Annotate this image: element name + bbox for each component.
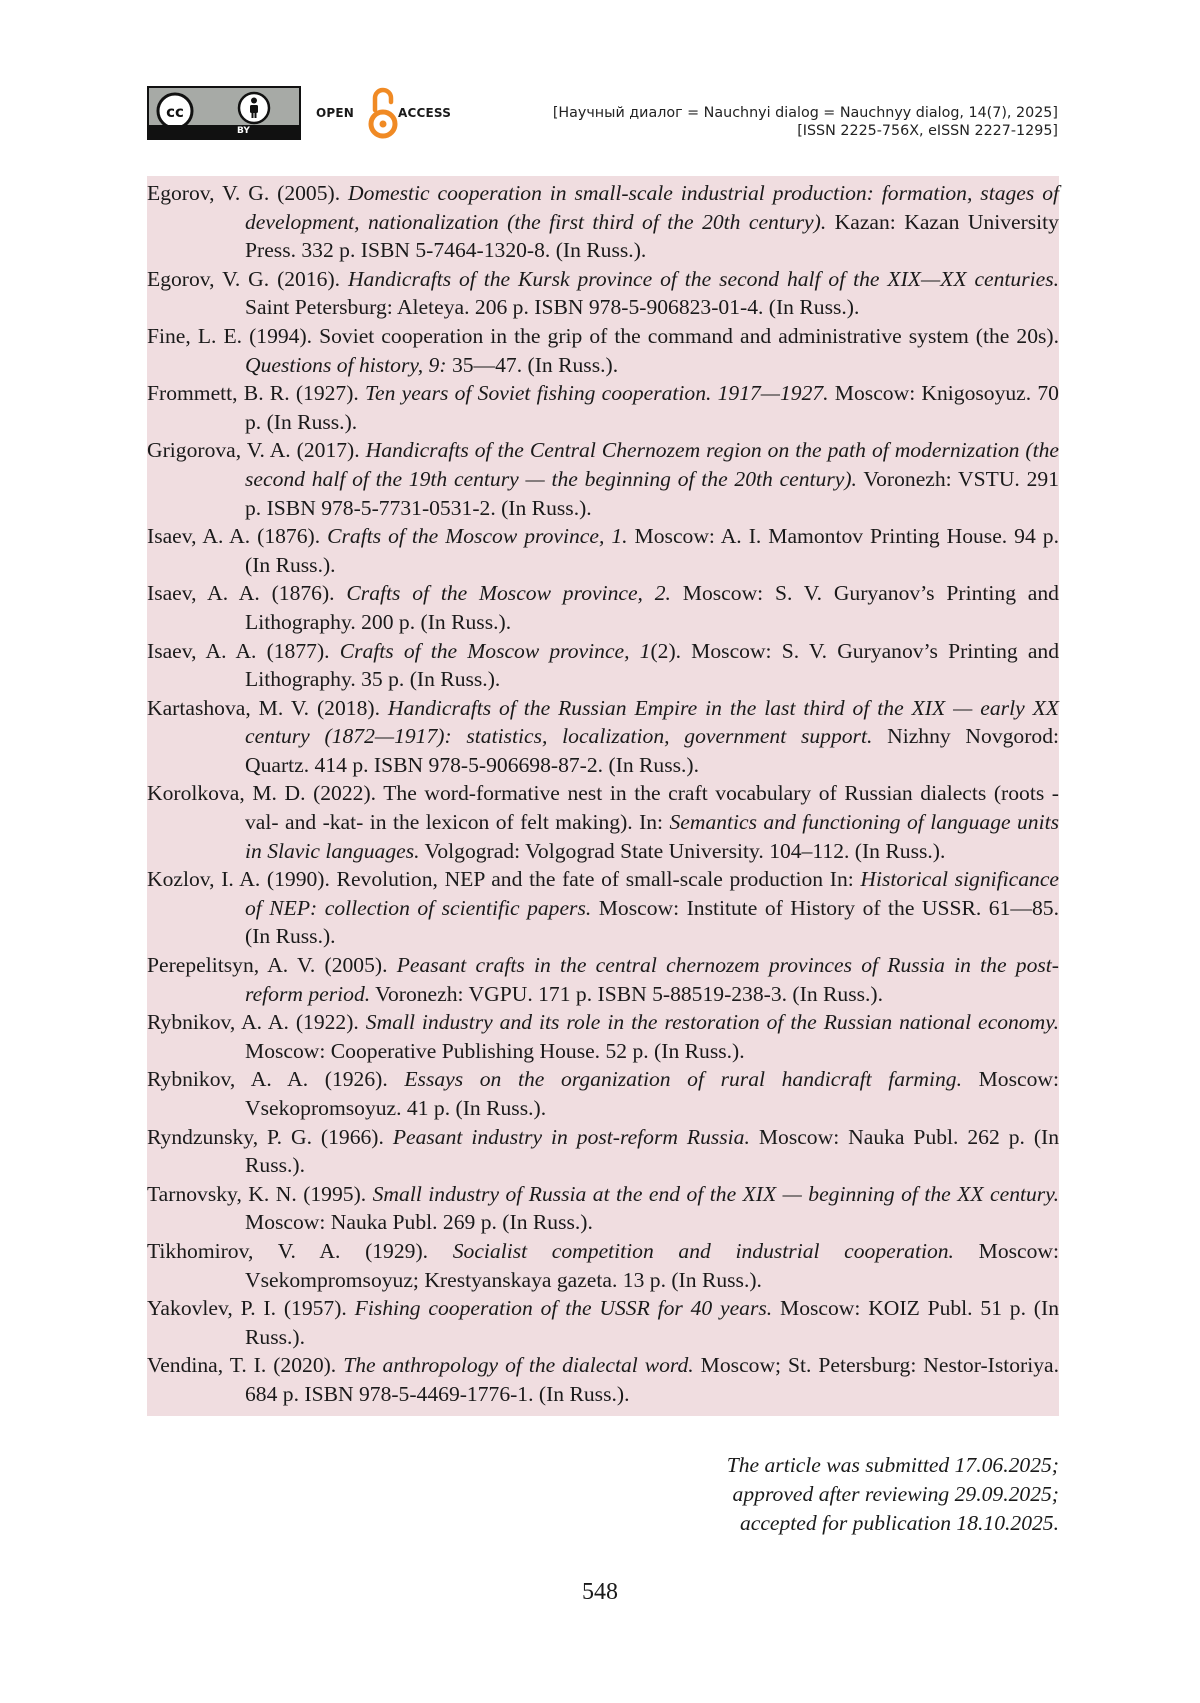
references-list bbox=[147, 176, 1059, 1416]
reference-lead: Rybnikov, A. A. (1926). bbox=[147, 1067, 405, 1092]
journal-issn: [ISSN 2225-756X, eISSN 2227-1295] bbox=[797, 123, 1058, 139]
reference-tail: Moscow: Vsekopromsoyuz. 41 p. (In Russ.). bbox=[245, 1067, 1059, 1120]
reference-entry bbox=[147, 379, 1059, 436]
accepted-date: accepted for publication 18.10.2025. bbox=[739, 1511, 1059, 1535]
cc-by-license-badge[interactable] bbox=[147, 86, 301, 140]
reference-tail: Moscow: Knigosoyuz. 70 p. (In Russ.). bbox=[245, 381, 1059, 434]
reference-entry bbox=[147, 1008, 1059, 1065]
approved-date: approved after reviewing 29.09.2025; bbox=[732, 1482, 1059, 1506]
reference-title: Historical significance of NEP: collection of scientific papers. bbox=[245, 867, 1059, 920]
reference-title: Peasant crafts in the central chernozem provinces of Russia in the post-reform period. bbox=[245, 953, 1059, 1006]
reference-tail: Moscow: A. I. Mamontov Printing House. 94 p. (In Russ.). bbox=[245, 524, 1059, 577]
svg-text:cc: cc bbox=[166, 103, 184, 121]
reference-tail: Voronezh: VGPU. 171 p. ISBN 5-88519-238-3. (In Russ.). bbox=[370, 981, 884, 1006]
open-access-word-open: OPEN bbox=[316, 106, 355, 120]
reference-tail: Moscow: Vsekompromsoyuz; Krestyanskaya gazeta. 13 p. (In Russ.). bbox=[245, 1238, 1059, 1292]
reference-tail: Moscow: Nauka Publ. 269 p. (In Russ.). bbox=[245, 1210, 593, 1235]
reference-entry bbox=[147, 1237, 1059, 1294]
reference-lead: Ryndzunsky, P. G. (1966). bbox=[147, 1124, 393, 1149]
reference-title: Crafts of the Moscow province, 2. bbox=[346, 581, 671, 606]
journal-info bbox=[553, 104, 1058, 140]
reference-lead: Grigorova, V. A. (2017). bbox=[147, 438, 366, 463]
reference-lead: Egorov, V. G. (2005). bbox=[147, 181, 349, 205]
reference-tail: Volgograd: Volgograd State University. 104–112. (In Russ.). bbox=[419, 838, 946, 863]
reference-entry bbox=[147, 1123, 1059, 1180]
reference-tail: Saint Petersburg: Aleteya. 206 p. ISBN 978-5-906823-01-4. (In Russ.). bbox=[245, 295, 860, 320]
reference-tail: Moscow: Nauka Publ. 262 p. (In Russ.). bbox=[245, 1124, 1060, 1178]
reference-title: Crafts of the Moscow province, 1. bbox=[327, 524, 628, 549]
reference-tail: Moscow: KOIZ Publ. 51 p. (In Russ.). bbox=[245, 1296, 1059, 1349]
reference-lead: Kartashova, M. V. (2018). bbox=[147, 695, 388, 720]
reference-tail: Moscow: Cooperative Publishing House. 52 p. (In Russ.). bbox=[245, 1038, 745, 1063]
open-access-logo[interactable] bbox=[316, 84, 466, 142]
journal-citation: [Научный диалог = Nauchnyi dialog = Nauchnyy dialog, 14(7), 2025] bbox=[552, 105, 1058, 121]
open-lock-icon bbox=[368, 84, 398, 142]
reference-lead: Kozlov, I. A. (1990). Revolution, NEP and the fate of small-scale production In: bbox=[147, 867, 861, 892]
reference-title: Crafts of the Moscow province, 1 bbox=[339, 638, 651, 663]
reference-lead: Perepelitsyn, A. V. (2005). bbox=[147, 953, 397, 978]
reference-entry bbox=[147, 436, 1059, 522]
open-access-word-access: ACCESS bbox=[398, 106, 452, 120]
attribution-person-icon bbox=[237, 91, 271, 125]
reference-entry bbox=[147, 865, 1059, 951]
reference-tail: Moscow: Institute of History of the USSR. 61—85. (In Russ.). bbox=[245, 895, 1059, 949]
license-label-bar bbox=[149, 125, 299, 138]
reference-title: Socialist competition and industrial cooperation. bbox=[452, 1238, 954, 1263]
reference-title: Handicrafts of the Russian Empire in the last third of the XIX — early XX century (1872—1917): statistics, localization, government support. bbox=[245, 695, 1059, 749]
reference-title: Fishing cooperation of the USSR for 40 years. bbox=[354, 1296, 773, 1321]
reference-entry bbox=[147, 694, 1059, 780]
reference-entry bbox=[147, 637, 1059, 694]
reference-lead: Isaev, A. A. (1876). bbox=[147, 581, 347, 606]
reference-lead: Yakovlev, P. I. (1957). bbox=[147, 1296, 355, 1321]
reference-title: Handicrafts of the Kursk province of the second half of the XIX—XX centuries. bbox=[347, 266, 1060, 291]
reference-lead: Vendina, T. I. (2020). bbox=[147, 1353, 344, 1378]
reference-lead: Korolkova, M. D. (2022). The word-formative nest in the craft vocabulary of Russian dialects (roots -val- and -kat- in the lexicon of felt making). In: bbox=[147, 781, 1059, 835]
page-header bbox=[147, 84, 1058, 144]
reference-entry bbox=[147, 779, 1059, 865]
license-by-label: BY bbox=[237, 126, 250, 136]
reference-entry bbox=[147, 179, 1059, 265]
reference-lead: Isaev, A. A. (1876). bbox=[147, 524, 328, 549]
submission-dates bbox=[727, 1451, 1059, 1538]
reference-entry bbox=[147, 265, 1059, 322]
reference-tail: Nizhny Novgorod: Quartz. 414 p. ISBN 978-5-906698-87-2. (In Russ.). bbox=[245, 724, 1060, 777]
reference-entry bbox=[147, 522, 1059, 579]
reference-tail: Kazan: Kazan University Press. 332 p. ISBN 5-7464-1320-8. (In Russ.). bbox=[245, 209, 1059, 263]
reference-title: Small industry of Russia at the end of the XIX — beginning of the XX century. bbox=[372, 1181, 1060, 1206]
submitted-date: The article was submitted 17.06.2025; bbox=[726, 1453, 1059, 1477]
reference-title: Handicrafts of the Central Chernozem region on the path of modernization (the second half of the 19th century — the beginning of the 20th century). bbox=[245, 438, 1060, 491]
reference-tail: Voronezh: VSTU. 291 p. ISBN 978-5-7731-0531-2. (In Russ.). bbox=[245, 466, 1059, 520]
reference-tail: Moscow: S. V. Guryanov’s Printing and Lithography. 200 p. (In Russ.). bbox=[245, 581, 1059, 634]
reference-lead: Tikhomirov, V. A. (1929). bbox=[147, 1238, 453, 1263]
reference-lead: Egorov, V. G. (2016). bbox=[147, 266, 348, 291]
reference-title: Questions of history, 9: bbox=[245, 352, 447, 377]
reference-title: Semantics and functioning of language units in Slavic languages. bbox=[245, 810, 1059, 863]
reference-lead: Rybnikov, A. A. (1922). bbox=[147, 1010, 366, 1035]
reference-lead: Frommett, B. R. (1927). bbox=[147, 381, 366, 406]
reference-entry bbox=[147, 1180, 1059, 1237]
reference-entry bbox=[147, 322, 1059, 379]
reference-lead: Isaev, A. A. (1877). bbox=[147, 638, 340, 663]
reference-entry bbox=[147, 1294, 1059, 1351]
reference-title: Peasant industry in post-reform Russia. bbox=[392, 1124, 750, 1149]
reference-title: Domestic cooperation in small-scale industrial production: formation, stages of development, nationalization (the first third of the 20th century). bbox=[245, 181, 1060, 234]
reference-entry bbox=[147, 1351, 1059, 1408]
page-number: 548 bbox=[582, 1579, 618, 1605]
reference-tail: (2). Moscow: S. V. Guryanov’s Printing and Lithography. 35 p. (In Russ.). bbox=[245, 638, 1059, 692]
reference-title: The anthropology of the dialectal word. bbox=[343, 1353, 694, 1378]
reference-tail: Moscow; St. Petersburg: Nestor-Istoriya. 684 p. ISBN 978-5-4469-1776-1. (In Russ.). bbox=[245, 1353, 1059, 1406]
reference-title: Ten years of Soviet fishing cooperation. 1917—1927. bbox=[365, 381, 829, 406]
reference-entry bbox=[147, 579, 1059, 636]
reference-entry bbox=[147, 951, 1059, 1008]
reference-tail: 35—47. (In Russ.). bbox=[446, 352, 619, 377]
reference-title: Essays on the organization of rural handicraft farming. bbox=[404, 1067, 962, 1092]
reference-lead: Tarnovsky, K. N. (1995). bbox=[147, 1181, 373, 1206]
reference-lead: Fine, L. E. (1994). Soviet cooperation in the grip of the command and administrative system (the 20s). bbox=[147, 323, 1059, 348]
reference-entry bbox=[147, 1065, 1059, 1122]
reference-title: Small industry and its role in the restoration of the Russian national economy. bbox=[365, 1010, 1059, 1035]
